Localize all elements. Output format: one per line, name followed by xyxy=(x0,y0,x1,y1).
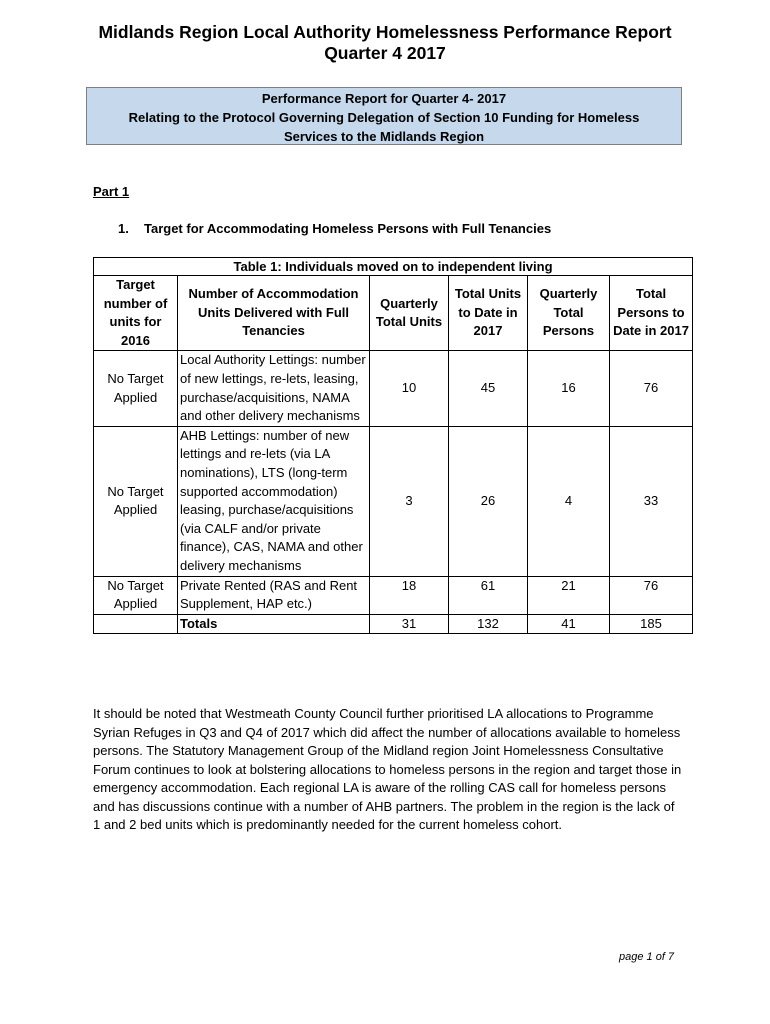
table-header-row xyxy=(94,276,693,351)
table-row xyxy=(94,576,693,614)
persons-to-date-cell: 76 xyxy=(610,576,693,614)
description-cell: AHB Lettings: number of new lettings and re-lets (via LA nominations), LTS (long-term supported accommodation) leasing, purchase/acquisitions (via CALF and/or private finance), CAS, NAMA and other delivery mechanisms xyxy=(178,426,370,576)
target-cell: No Target Applied xyxy=(94,351,178,426)
column-header: Quarterly Total Units xyxy=(370,276,449,351)
body-paragraph: It should be noted that Westmeath County Council further prioritised LA allocations to Programme Syrian Refuges in Q3 and Q4 of 2017 which did affect the number of allocations available to homeless persons. The Statutory Management Group of the Midland region Joint Homelessness Consultative Forum continues to look at bolstering allocations to homeless persons in the region and target those in emergency accommodation. Each regional LA is aware of the rolling CAS call for homeless persons and has discussions continue with a number of AHB partners. The problem in the region is the lack of 1 and 2 bed units which is predominantly needed for the current homeless cohort. xyxy=(93,706,682,832)
part-label: Part 1 xyxy=(93,184,130,199)
quarterly-units-cell: 10 xyxy=(370,351,449,426)
units-to-date-cell: 61 xyxy=(449,576,528,614)
section-number: 1. xyxy=(118,221,129,236)
column-header: Number of Accommodation Units Delivered with Full Tenancies xyxy=(178,276,370,351)
quarterly-persons-cell: 21 xyxy=(528,576,610,614)
description-cell: Private Rented (RAS and Rent Supplement, HAP etc.) xyxy=(178,576,370,614)
totals-empty-cell xyxy=(94,614,178,634)
units-to-date-cell: 26 xyxy=(449,426,528,576)
quarterly-persons-cell: 4 xyxy=(528,426,610,576)
totals-row xyxy=(94,614,693,634)
column-header: Target number of units for 2016 xyxy=(94,276,178,351)
target-cell: No Target Applied xyxy=(94,576,178,614)
table-row xyxy=(94,426,693,576)
banner-line-2: Relating to the Protocol Governing Delegation of Section 10 Funding for Homeless xyxy=(128,110,640,125)
page-number: page 1 of 7 xyxy=(619,951,675,963)
banner-line-1: Performance Report for Quarter 4- 2017 xyxy=(261,91,507,106)
quarterly-units-cell: 3 xyxy=(370,426,449,576)
table-caption: Table 1: Individuals moved on to independent living xyxy=(94,258,693,276)
persons-to-date-cell: 33 xyxy=(610,426,693,576)
report-banner xyxy=(86,87,682,145)
target-cell: No Target Applied xyxy=(94,426,178,576)
individuals-table xyxy=(93,257,693,634)
units-to-date-cell: 45 xyxy=(449,351,528,426)
column-header: Quarterly Total Persons xyxy=(528,276,610,351)
table-row xyxy=(94,351,693,426)
column-header: Total Units to Date in 2017 xyxy=(449,276,528,351)
banner-line-3: Services to the Midlands Region xyxy=(283,129,485,144)
total-units-to-date: 132 xyxy=(449,614,528,634)
section-title: Target for Accommodating Homeless Persons with Full Tenancies xyxy=(144,221,552,236)
total-persons-to-date: 185 xyxy=(610,614,693,634)
section-heading xyxy=(118,221,551,236)
description-cell: Local Authority Lettings: number of new lettings, re-lets, leasing, purchase/acquisitions, NAMA and other delivery mechanisms xyxy=(178,351,370,426)
quarterly-persons-cell: 16 xyxy=(528,351,610,426)
totals-label: Totals xyxy=(178,614,370,634)
persons-to-date-cell: 76 xyxy=(610,351,693,426)
quarterly-units-cell: 18 xyxy=(370,576,449,614)
title-line-1: Midlands Region Local Authority Homelessness Performance Report xyxy=(98,22,672,42)
title-line-2: Quarter 4 2017 xyxy=(324,43,446,63)
report-title xyxy=(40,22,730,64)
total-quarterly-units: 31 xyxy=(370,614,449,634)
total-quarterly-persons: 41 xyxy=(528,614,610,634)
column-header: Total Persons to Date in 2017 xyxy=(610,276,693,351)
